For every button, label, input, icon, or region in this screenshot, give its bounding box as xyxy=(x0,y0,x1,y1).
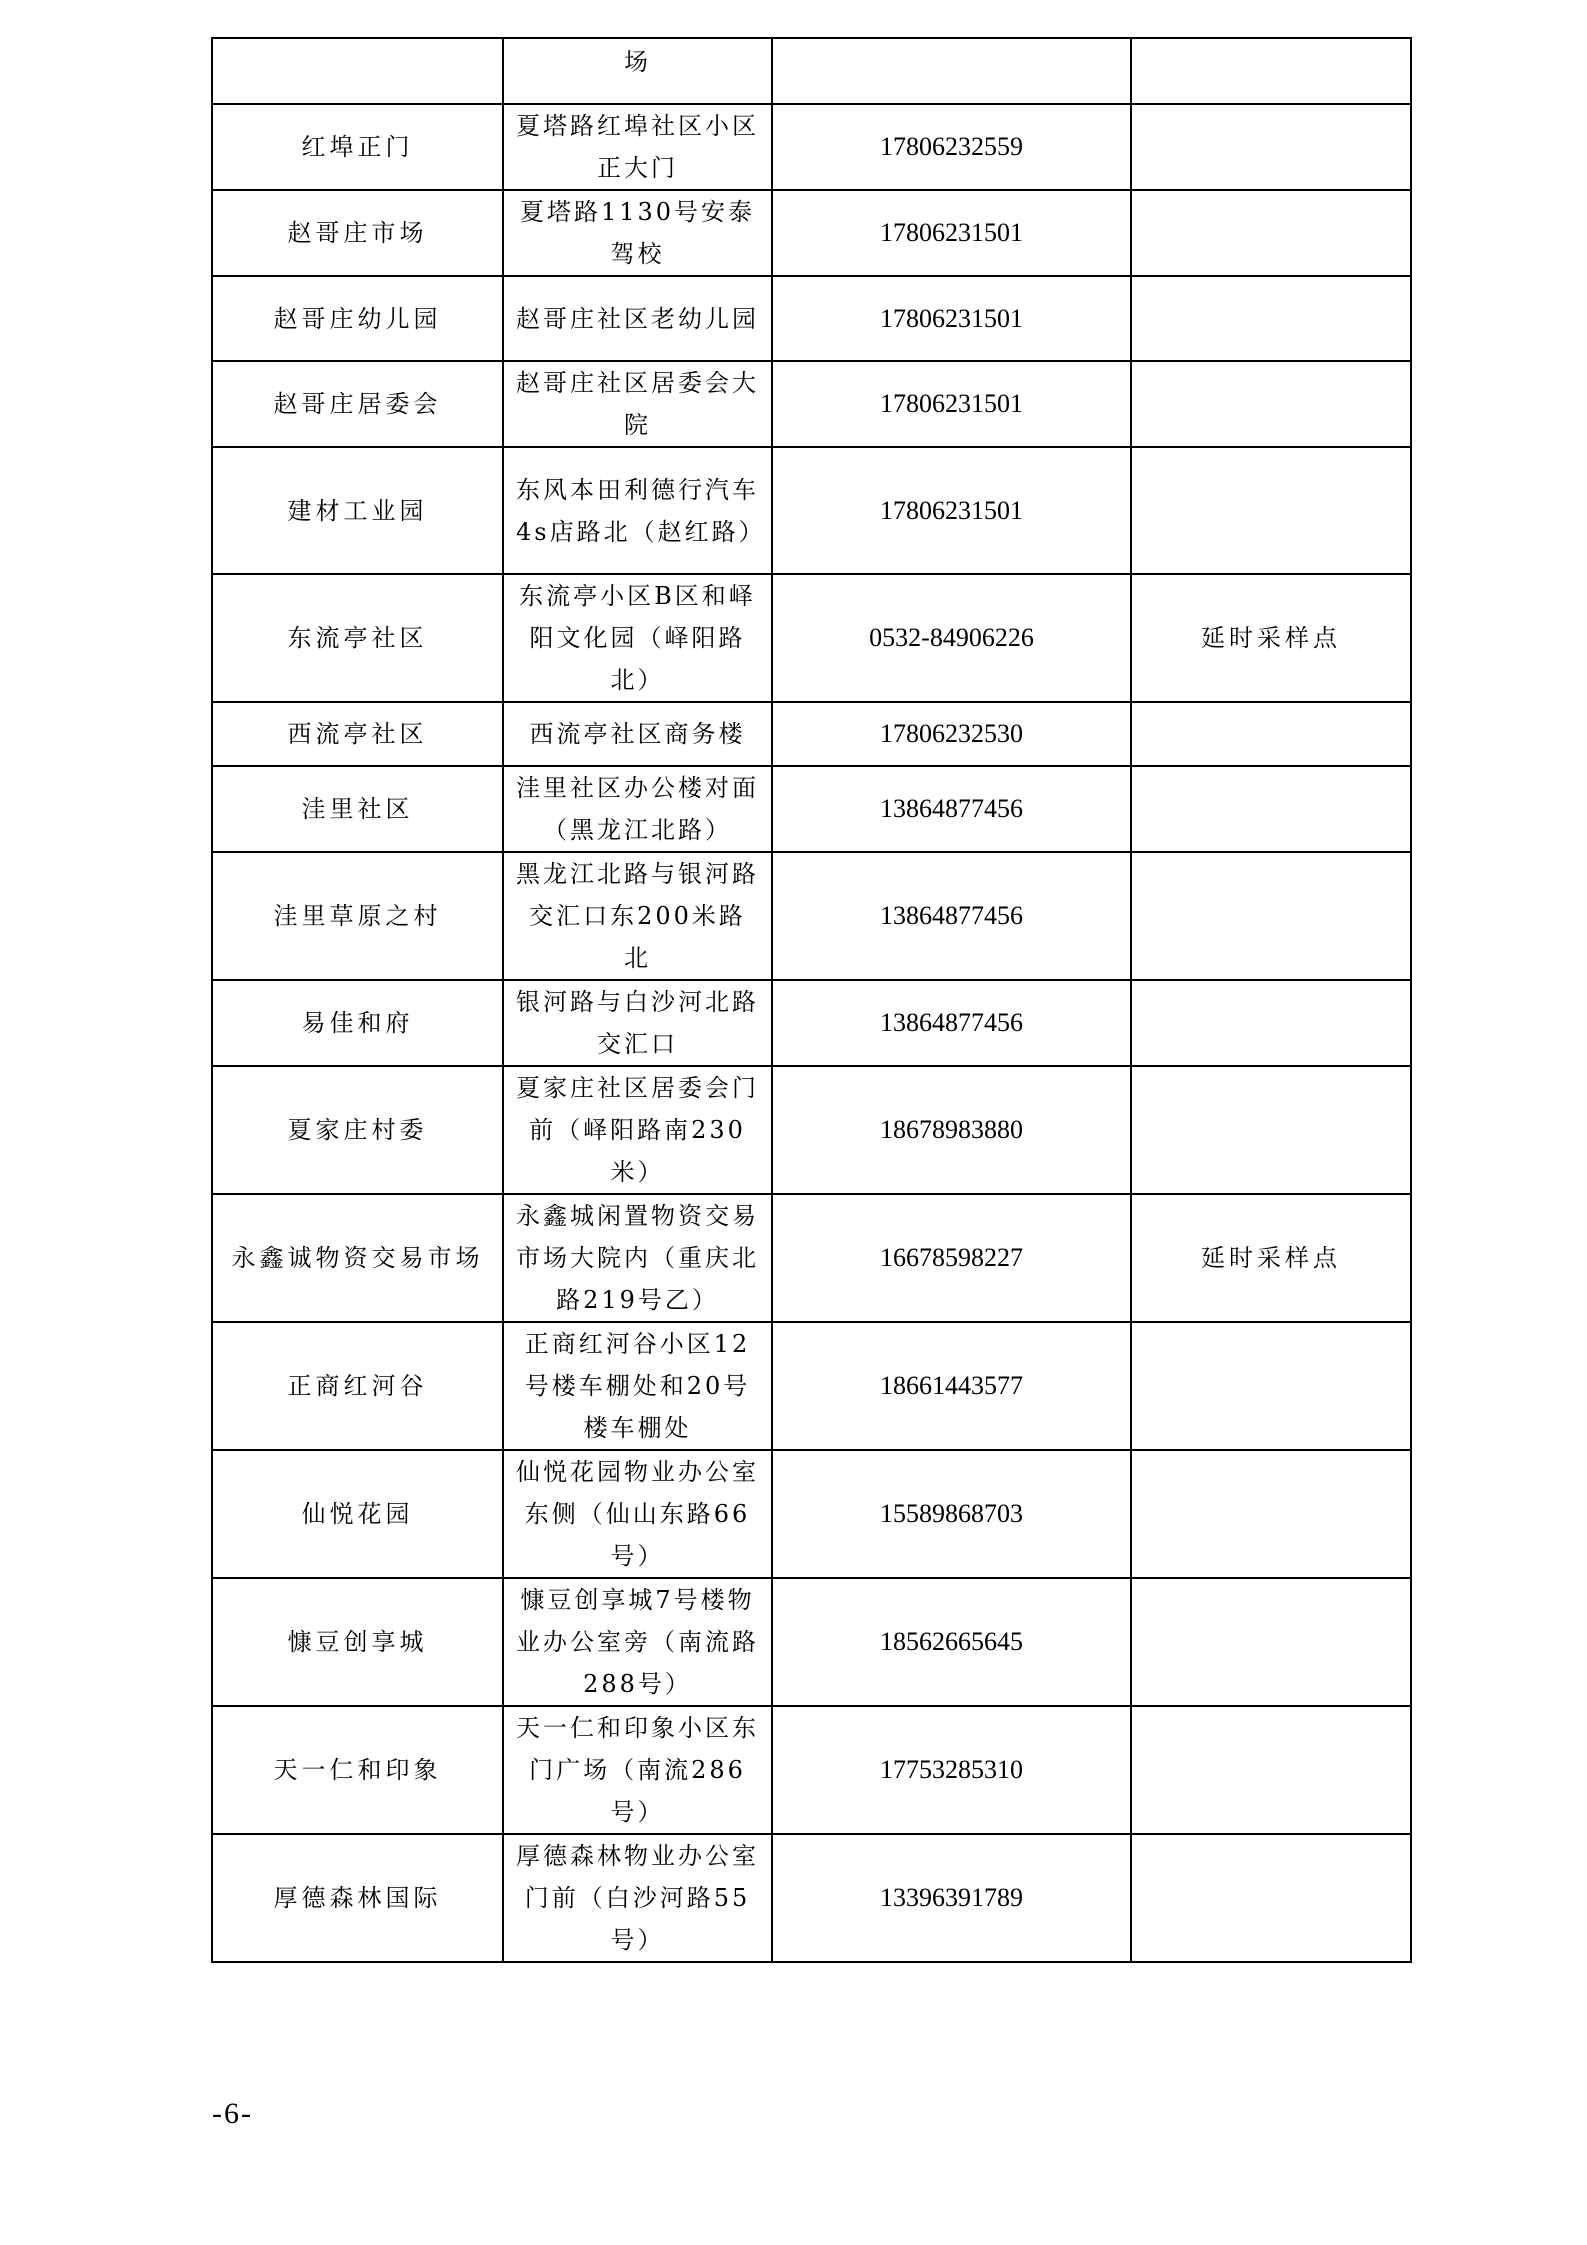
site-note-cell xyxy=(1131,980,1411,1066)
site-name-cell: 易佳和府 xyxy=(212,980,503,1066)
site-name-cell: 夏家庄村委 xyxy=(212,1066,503,1194)
site-name-cell: 洼里草原之村 xyxy=(212,852,503,980)
page-number: -6- xyxy=(212,2097,253,2130)
site-name-cell: 东流亭社区 xyxy=(212,574,503,702)
site-name-cell: 天一仁和印象 xyxy=(212,1706,503,1834)
site-name-cell: 厚德森林国际 xyxy=(212,1834,503,1962)
table-row xyxy=(212,104,1411,190)
site-address-cell: 厚德森林物业办公室门前（白沙河路55号） xyxy=(503,1834,772,1962)
site-note-cell xyxy=(1131,1450,1411,1578)
site-address-cell: 夏塔路1130号安泰驾校 xyxy=(503,190,772,276)
site-name-cell: 赵哥庄居委会 xyxy=(212,361,503,447)
table-row xyxy=(212,1066,1411,1194)
table-row xyxy=(212,1834,1411,1962)
site-note-cell xyxy=(1131,361,1411,447)
site-address-cell: 夏塔路红埠社区小区正大门 xyxy=(503,104,772,190)
site-phone-cell: 17806231501 xyxy=(772,190,1131,276)
site-address-cell: 洼里社区办公楼对面（黑龙江北路） xyxy=(503,766,772,852)
site-note-cell xyxy=(1131,276,1411,361)
site-name-cell: 红埠正门 xyxy=(212,104,503,190)
table-row xyxy=(212,1578,1411,1706)
table-row xyxy=(212,1194,1411,1322)
site-name-cell: 仙悦花园 xyxy=(212,1450,503,1578)
site-name-cell xyxy=(212,38,503,104)
site-address-cell: 慷豆创享城7号楼物业办公室旁（南流路288号） xyxy=(503,1578,772,1706)
site-phone-cell: 17753285310 xyxy=(772,1706,1131,1834)
site-phone-cell xyxy=(772,38,1131,104)
site-note-cell xyxy=(1131,766,1411,852)
site-phone-cell: 17806232530 xyxy=(772,702,1131,766)
site-phone-cell: 17806231501 xyxy=(772,276,1131,361)
site-address-cell: 天一仁和印象小区东门广场（南流286号） xyxy=(503,1706,772,1834)
site-phone-cell: 18562665645 xyxy=(772,1578,1131,1706)
site-phone-cell: 0532-84906226 xyxy=(772,574,1131,702)
site-phone-cell: 18678983880 xyxy=(772,1066,1131,1194)
site-note-cell xyxy=(1131,1066,1411,1194)
site-name-cell: 西流亭社区 xyxy=(212,702,503,766)
site-address-cell: 银河路与白沙河北路交汇口 xyxy=(503,980,772,1066)
site-address-cell: 东风本田利德行汽车4s店路北（赵红路） xyxy=(503,447,772,574)
site-address-cell: 赵哥庄社区居委会大院 xyxy=(503,361,772,447)
table-row xyxy=(212,1450,1411,1578)
table-row xyxy=(212,702,1411,766)
site-address-cell: 夏家庄社区居委会门前（峄阳路南230米） xyxy=(503,1066,772,1194)
table-row xyxy=(212,361,1411,447)
site-note-cell xyxy=(1131,1834,1411,1962)
table-row xyxy=(212,38,1411,104)
site-name-cell: 慷豆创享城 xyxy=(212,1578,503,1706)
site-name-cell: 正商红河谷 xyxy=(212,1322,503,1450)
site-name-cell: 建材工业园 xyxy=(212,447,503,574)
table-row xyxy=(212,1322,1411,1450)
site-note-cell xyxy=(1131,702,1411,766)
site-phone-cell: 13396391789 xyxy=(772,1834,1131,1962)
site-address-cell: 黑龙江北路与银河路交汇口东200米路北 xyxy=(503,852,772,980)
site-address-cell: 永鑫城闲置物资交易市场大院内（重庆北路219号乙） xyxy=(503,1194,772,1322)
site-note-cell xyxy=(1131,190,1411,276)
site-phone-cell: 15589868703 xyxy=(772,1450,1131,1578)
site-note-cell xyxy=(1131,104,1411,190)
sampling-sites-table xyxy=(211,37,1412,1963)
site-note-cell xyxy=(1131,852,1411,980)
site-phone-cell: 18661443577 xyxy=(772,1322,1131,1450)
table-row xyxy=(212,766,1411,852)
site-phone-cell: 13864877456 xyxy=(772,980,1131,1066)
site-note-cell xyxy=(1131,447,1411,574)
site-name-cell: 洼里社区 xyxy=(212,766,503,852)
table-row xyxy=(212,276,1411,361)
site-name-cell: 赵哥庄市场 xyxy=(212,190,503,276)
site-phone-cell: 13864877456 xyxy=(772,766,1131,852)
table-row xyxy=(212,190,1411,276)
table-row xyxy=(212,1706,1411,1834)
site-address-cell: 赵哥庄社区老幼儿园 xyxy=(503,276,772,361)
table-row xyxy=(212,447,1411,574)
site-note-cell: 延时采样点 xyxy=(1131,1194,1411,1322)
site-note-cell xyxy=(1131,1578,1411,1706)
site-name-cell: 永鑫诚物资交易市场 xyxy=(212,1194,503,1322)
site-phone-cell: 17806231501 xyxy=(772,361,1131,447)
site-name-cell: 赵哥庄幼儿园 xyxy=(212,276,503,361)
site-phone-cell: 16678598227 xyxy=(772,1194,1131,1322)
site-address-cell: 场 xyxy=(503,38,772,104)
table-row xyxy=(212,852,1411,980)
site-address-cell: 正商红河谷小区12号楼车棚处和20号楼车棚处 xyxy=(503,1322,772,1450)
site-phone-cell: 13864877456 xyxy=(772,852,1131,980)
site-note-cell: 延时采样点 xyxy=(1131,574,1411,702)
site-address-cell: 东流亭小区B区和峄阳文化园（峄阳路北） xyxy=(503,574,772,702)
site-address-cell: 仙悦花园物业办公室东侧（仙山东路66号） xyxy=(503,1450,772,1578)
site-phone-cell: 17806232559 xyxy=(772,104,1131,190)
site-address-cell: 西流亭社区商务楼 xyxy=(503,702,772,766)
site-note-cell xyxy=(1131,1706,1411,1834)
site-note-cell xyxy=(1131,38,1411,104)
site-phone-cell: 17806231501 xyxy=(772,447,1131,574)
site-note-cell xyxy=(1131,1322,1411,1450)
table-row xyxy=(212,574,1411,702)
table-row xyxy=(212,980,1411,1066)
